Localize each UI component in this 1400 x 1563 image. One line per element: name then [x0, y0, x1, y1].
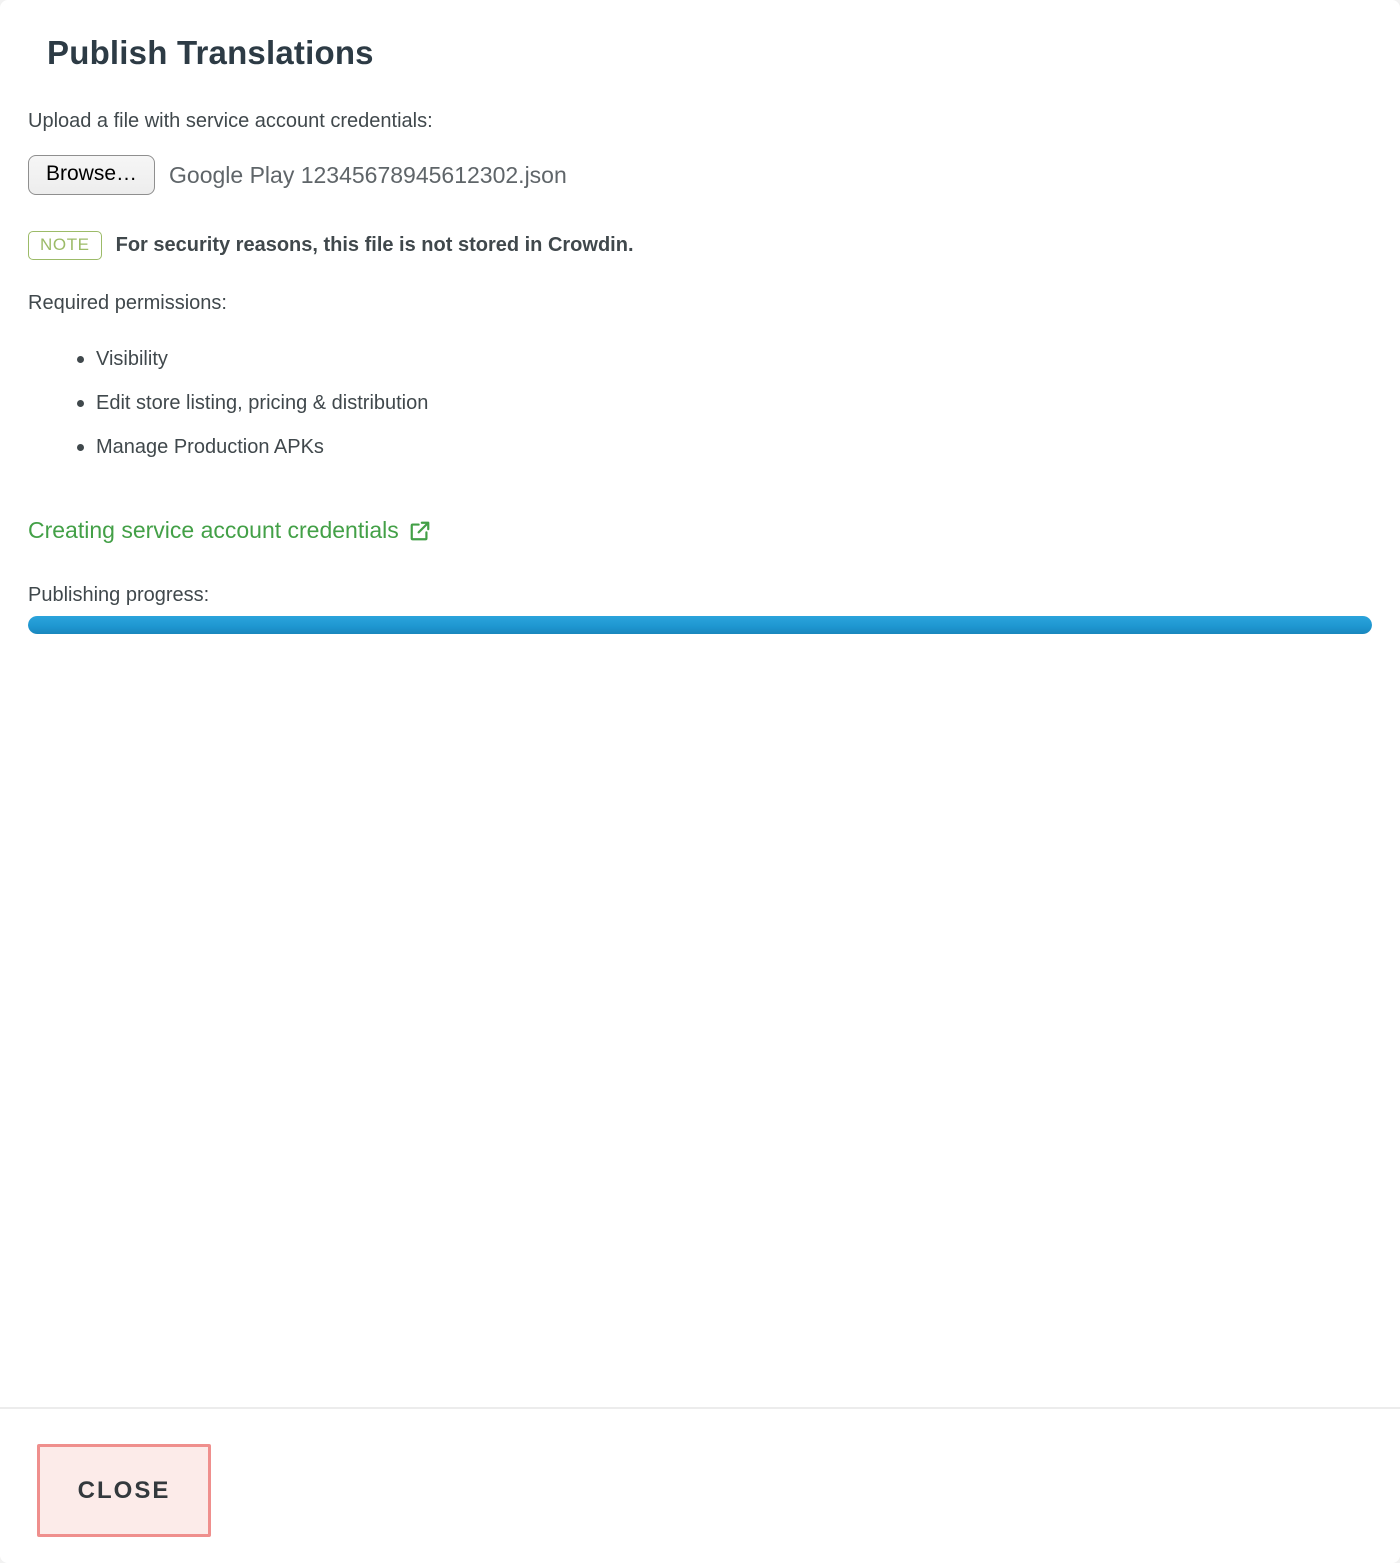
list-item: Visibility: [96, 349, 1372, 369]
list-item: Manage Production APKs: [96, 437, 1372, 457]
external-link-icon: [409, 520, 431, 542]
progress-bar-track: [28, 616, 1372, 634]
list-item: Edit store listing, pricing & distribution: [96, 393, 1372, 413]
note-badge: NOTE: [28, 231, 102, 260]
file-upload-row: [28, 155, 1372, 195]
permissions-list: [28, 349, 1372, 457]
required-permissions-label: Required permissions:: [28, 292, 227, 314]
progress-fill: [28, 616, 1372, 634]
dialog-footer: [0, 1407, 1400, 1563]
security-note: [28, 231, 1372, 260]
upload-credentials-label: Upload a file with service account credentials:: [28, 110, 433, 132]
browse-file-button[interactable]: Browse…: [28, 155, 155, 195]
creating-credentials-link-label: Creating service account credentials: [28, 517, 399, 543]
selected-file-name: Google Play 12345678945612302.json: [169, 161, 567, 188]
note-text: For security reasons, this file is not stored in Crowdin.: [115, 234, 634, 256]
dialog-title: Publish Translations: [47, 34, 374, 71]
close-button[interactable]: CLOSE: [37, 1444, 211, 1537]
publishing-progress-label: Publishing progress:: [28, 584, 210, 606]
creating-credentials-link[interactable]: [28, 517, 431, 544]
